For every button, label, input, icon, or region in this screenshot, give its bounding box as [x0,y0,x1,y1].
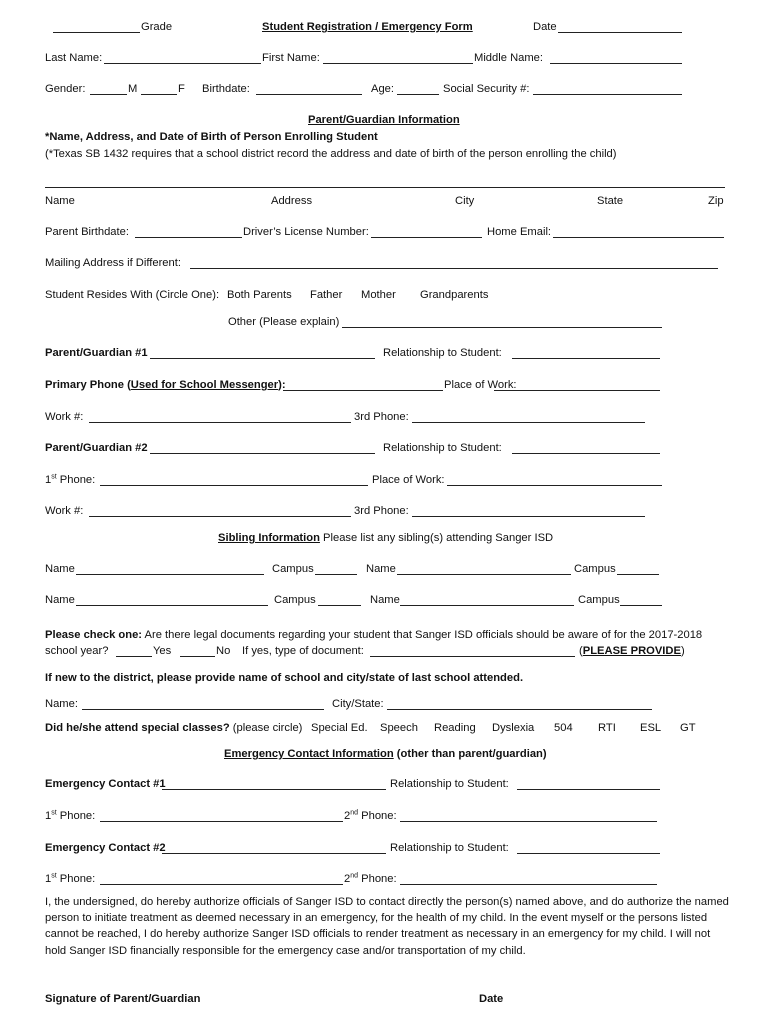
ec1-relationship-field[interactable] [517,789,660,790]
sibling4-campus-field[interactable] [620,605,662,606]
sibling4-campus-label: Campus [578,594,620,606]
home-email-field[interactable] [553,237,724,238]
sibling1-campus-label: Campus [272,563,314,575]
ec2-field[interactable] [162,853,386,854]
ec1-first-phone-field[interactable] [100,821,343,822]
legal-no-field[interactable] [180,656,215,657]
birthdate-label: Birthdate: [202,83,250,95]
last-name-label: Last Name: [45,52,103,64]
ec1-second-phone-label: 2nd Phone: [344,809,397,822]
ssn-label: Social Security #: [443,83,530,95]
sibling4-name-label: Name [370,594,400,606]
parent-info-title: Parent/Guardian Information [308,114,460,126]
gender-label: Gender: [45,83,86,95]
resides-father[interactable]: Father [310,289,343,301]
sibling3-name-label: Name [45,594,75,606]
pg2-label: Parent/Guardian #2 [45,442,148,454]
legal-document-type-field[interactable] [370,656,575,657]
ec2-relationship-field[interactable] [517,853,660,854]
birthdate-field[interactable] [256,94,362,95]
pg2-first-phone-field[interactable] [100,485,368,486]
ec1-relationship-label: Relationship to Student: [390,778,509,790]
legal-if-yes-label: If yes, type of document: [242,645,364,657]
legal-please-provide: (PLEASE PROVIDE) [579,645,685,657]
grade-line[interactable] [53,32,140,33]
pg2-first-phone-label: 1st Phone: [45,473,96,486]
sibling1-campus-field[interactable] [315,574,357,575]
primary-phone-field[interactable] [283,390,443,391]
sibling3-campus-field[interactable] [318,605,361,606]
ec1-second-phone-field[interactable] [400,821,657,822]
legal-yes-label: Yes [153,645,172,657]
other-explain-field[interactable] [342,327,662,328]
prev-school-name-label: Name: [45,698,78,710]
ec1-first-phone-label: 1st Phone: [45,809,96,822]
col-state: State [597,195,624,207]
parent-info-note: (*Texas SB 1432 requires that a school district record the address and date of birth of the person enrolling the child) [45,148,617,160]
parent-birthdate-label: Parent Birthdate: [45,226,129,238]
pg1-label: Parent/Guardian #1 [45,347,148,359]
home-email-label: Home Email: [487,226,552,238]
pg2-place-of-work-field[interactable] [447,485,662,486]
sibling1-name-field[interactable] [76,574,264,575]
ssn-field[interactable] [533,94,682,95]
resides-label: Student Resides With (Circle One): [45,289,220,301]
ec2-label: Emergency Contact #2 [45,842,166,854]
legal-no-label: No [216,645,231,657]
gender-m-field[interactable] [90,94,127,95]
col-name: Name [45,195,75,207]
mailing-address-field[interactable] [190,268,718,269]
pg1-place-of-work-label: Place of Work: [444,379,517,391]
other-explain-label: Other (Please explain) [228,316,340,328]
class-esl[interactable]: ESL [640,722,662,734]
sibling3-campus-label: Campus [274,594,316,606]
age-label: Age: [371,83,395,95]
drivers-license-field[interactable] [371,237,482,238]
consent-paragraph: I, the undersigned, do hereby authorize officials of Sanger ISD to contact directly the person(s) named above, and do authorize the named person to initiate treatment as deemed necessary in an emergency, for the health of my child. In the event myself or the persons listed cannot be reached, I do hereby authorize Sanger ISD officials to render treatment as necessary in an emergency for my child. I will not hold Sanger ISD financially responsible for the emergency case and/or transportation of my child. [45,896,729,957]
sibling-title: Sibling Information Please list any sibling(s) attending Sanger ISD [218,532,554,544]
drivers-license-label: Driver’s License Number: [243,226,369,238]
parent-info-subtitle: *Name, Address, and Date of Birth of Person Enrolling Student [45,131,378,143]
pg1-third-phone-field[interactable] [412,422,645,423]
pg2-relationship-label: Relationship to Student: [383,442,502,454]
date-line[interactable] [558,32,682,33]
last-name-field[interactable] [104,63,261,64]
ec2-second-phone-field[interactable] [400,884,657,885]
prev-school-city-label: City/State: [332,698,384,710]
class-reading[interactable]: Reading [434,722,476,734]
age-field[interactable] [397,94,439,95]
pg1-field[interactable] [150,358,375,359]
legal-line2-label: school year? [45,645,109,657]
mailing-address-label: Mailing Address if Different: [45,257,181,269]
emergency-title: Emergency Contact Information (other than parent/guardian) [224,748,547,760]
ec2-first-phone-label: 1st Phone: [45,872,96,885]
class-rti[interactable]: RTI [598,722,616,734]
pg1-third-phone-label: 3rd Phone: [354,411,409,423]
pg2-field[interactable] [150,453,375,454]
pg2-place-of-work-label: Place of Work: [372,474,445,486]
sibling4-name-field[interactable] [400,605,574,606]
pg1-work-label: Work #: [45,411,84,423]
col-address: Address [271,195,313,207]
ec1-field[interactable] [162,789,386,790]
pg2-third-phone-field[interactable] [412,516,645,517]
sibling2-campus-field[interactable] [617,574,659,575]
ec1-label: Emergency Contact #1 [45,778,166,790]
special-classes-label: Did he/she attend special classes? (please circle) [45,722,303,734]
pg1-work-field[interactable] [89,422,351,423]
resides-grandparents[interactable]: Grandparents [420,289,489,301]
col-city: City [455,195,475,207]
form-title: Student Registration / Emergency Form [262,21,473,33]
sibling2-name-label: Name [366,563,396,575]
pg1-place-of-work-field[interactable] [494,390,660,391]
signature-date-label: Date [479,993,504,1005]
middle-name-field[interactable] [550,63,682,64]
col-zip: Zip [708,195,724,207]
pg1-relationship-label: Relationship to Student: [383,347,502,359]
sibling2-campus-label: Campus [574,563,616,575]
gender-f-field[interactable] [141,94,177,95]
gender-m-label: M [128,83,138,95]
pg2-relationship-field[interactable] [512,453,660,454]
grade-label: Grade [141,21,173,33]
middle-name-label: Middle Name: [474,52,544,64]
sibling3-name-field[interactable] [76,605,268,606]
class-special-ed[interactable]: Special Ed. [311,722,368,734]
class-504[interactable]: 504 [554,722,573,734]
sibling1-name-label: Name [45,563,75,575]
parent-birthdate-field[interactable] [135,237,242,238]
ec2-second-phone-label: 2nd Phone: [344,872,397,885]
legal-yes-field[interactable] [116,656,152,657]
pg2-work-label: Work #: [45,505,84,517]
class-gt[interactable]: GT [680,722,696,734]
class-speech[interactable]: Speech [380,722,418,734]
resides-mother[interactable]: Mother [361,289,396,301]
new-district-label: If new to the district, please provide name of school and city/state of last school attended. [45,672,524,684]
prev-school-name-field[interactable] [82,709,324,710]
ec2-first-phone-field[interactable] [100,884,343,885]
pg2-third-phone-label: 3rd Phone: [354,505,409,517]
class-dyslexia[interactable]: Dyslexia [492,722,535,734]
signature-label: Signature of Parent/Guardian [45,993,201,1005]
first-name-field[interactable] [323,63,473,64]
primary-phone-label: Primary Phone (Used for School Messenger): [45,379,286,391]
legal-question: Please check one: Are there legal documents regarding your student that Sanger ISD officials should be aware of for the 2017-2018 [45,629,703,641]
ec2-relationship-label: Relationship to Student: [390,842,509,854]
address-line[interactable] [45,187,725,188]
prev-school-city-field[interactable] [387,709,652,710]
first-name-label: First Name: [262,52,320,64]
sibling2-name-field[interactable] [397,574,571,575]
pg2-work-field[interactable] [89,516,351,517]
date-label: Date [533,21,557,33]
pg1-relationship-field[interactable] [512,358,660,359]
resides-both-parents[interactable]: Both Parents [227,289,292,301]
gender-f-label: F [178,83,185,95]
